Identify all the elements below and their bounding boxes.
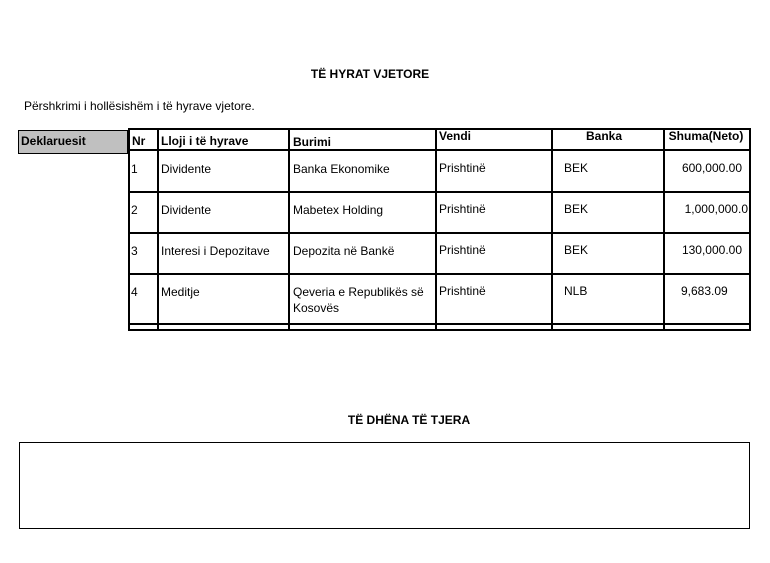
row-2-amount: 1,000,000.0 (684, 202, 748, 216)
table-rule (551, 128, 553, 331)
header-source: Burimi (293, 135, 332, 149)
row-3-type: Interesi i Depozitave (161, 244, 270, 258)
row-2-source: Mabetex Holding (293, 203, 384, 217)
declarant-label: Deklaruesit (18, 130, 128, 154)
table-rule (128, 329, 751, 331)
table-rule (663, 128, 665, 331)
row-3-nr: 3 (131, 244, 138, 258)
row-4-type: Meditje (161, 285, 200, 299)
header-bank: Banka (586, 129, 623, 143)
row-1-type: Dividente (161, 162, 212, 176)
other-data-box (19, 442, 750, 529)
income-description: Përshkrimi i hollësishëm i të hyrave vjetore. (24, 99, 255, 113)
row-4-place: Prishtinë (439, 284, 486, 298)
table-rule (128, 149, 751, 151)
row-1-nr: 1 (131, 162, 138, 176)
row-2-bank: BEK (564, 202, 589, 216)
row-3-bank: BEK (564, 243, 589, 257)
table-rule (128, 191, 751, 193)
table-rule (435, 128, 437, 331)
row-3-place: Prishtinë (439, 243, 486, 257)
row-1-source: Banka Ekonomike (293, 162, 390, 176)
row-2-place: Prishtinë (439, 202, 486, 216)
table-rule (128, 128, 130, 331)
row-3-source: Depozita në Bankë (293, 244, 395, 258)
table-rule (128, 323, 751, 325)
table-rule (128, 273, 751, 275)
row-4-bank: NLB (564, 284, 588, 298)
header-type: Lloji i të hyrave (161, 134, 249, 148)
row-2-type: Dividente (161, 203, 212, 217)
income-table (128, 128, 751, 331)
row-4-amount: 9,683.09 (681, 284, 728, 298)
header-place: Vendi (439, 129, 472, 143)
row-3-amount: 130,000.00 (681, 243, 742, 257)
table-rule (288, 128, 290, 331)
row-1-place: Prishtinë (439, 161, 486, 175)
row-2-nr: 2 (131, 203, 138, 217)
other-section-title: TË DHËNA TË TJERA (347, 413, 471, 427)
table-rule (749, 128, 751, 331)
row-4-nr: 4 (131, 285, 138, 299)
row-4-source: Qeveria e Republikës së Kosovës (293, 285, 424, 315)
row-1-bank: BEK (564, 161, 589, 175)
table-rule (128, 232, 751, 234)
header-nr: Nr (132, 134, 146, 148)
table-rule (157, 128, 159, 331)
header-amount: Shuma(Neto) (668, 129, 744, 143)
income-section-title: TË HYRAT VJETORE (310, 67, 430, 81)
row-1-amount: 600,000.00 (681, 161, 742, 175)
